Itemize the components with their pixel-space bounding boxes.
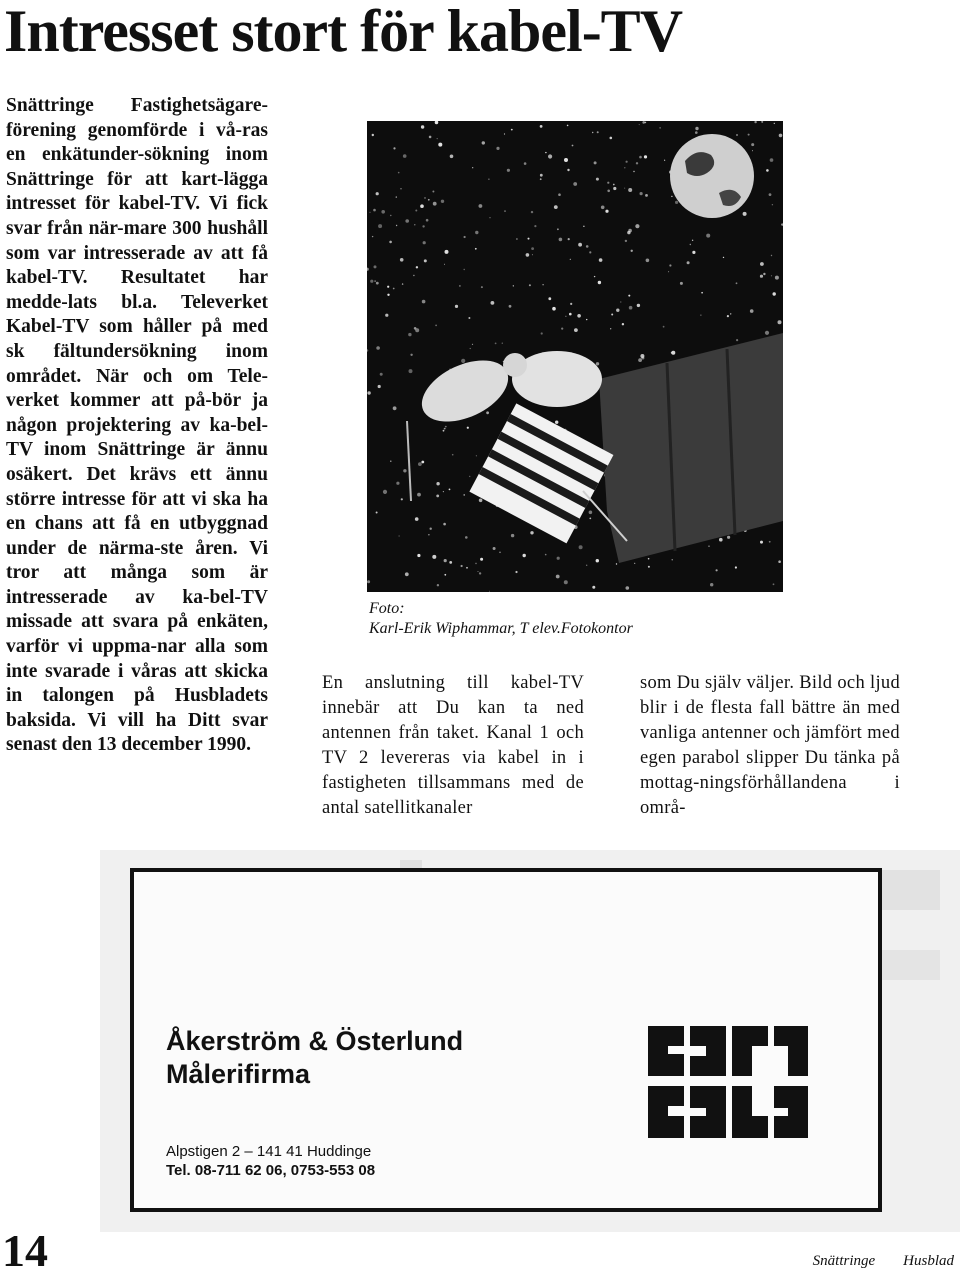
publication-footer [813, 1252, 954, 1270]
satellite-photo [367, 121, 783, 592]
ad-contact [166, 1142, 375, 1180]
ad-company-line1: Åkerström & Österlund [166, 1026, 464, 1056]
page-number: 14 [2, 1225, 48, 1276]
ad-company-line2: Målerifirma [166, 1059, 311, 1089]
photo-caption-credit: Karl-Erik Wiphammar, T elev.Fotokontor [369, 620, 633, 637]
photo-caption [369, 599, 769, 639]
article-headline: Intresset stort för kabel-TV [4, 0, 683, 64]
ad-address: Alpstigen 2 – 141 41 Huddinge [166, 1143, 372, 1160]
article-column-left: Snättringe Fastighetsägare-förening genomförde i vå-ras en enkätunder-sökning inom Snättringe för att kart-lägga intresset för kabel-TV. Vi fick svar från när-mare 300 hushåll som var intresserade av att få kabel-TV. Resultatet har medde-lats bl.a. Televerket Kabel-TV som håller på med sk fältundersökning inom området. När och om Tele-verket kommer att på-bör ja någon projektering av ka-bel-TV inom Snättringe är ännu osäkert. Det krävs ett ännu större intresse för att vi ska ha en chans att få en utbyggnad under de närma-ste åren. Vi tror att många som är intresserade av ka-bel-TV missade att svara på enkäten, varför vi uppma-nar alla som inte svarade i våras att skicka in talongen på Husbladets baksida. Vi vill ha Ditt svar senast den 13 december 1990. [6, 95, 268, 756]
satellite-photo-image [367, 121, 783, 592]
ad-phone: Tel. 08-711 62 06, 0753-553 08 [166, 1162, 376, 1179]
photo-caption-label: Foto: [369, 600, 405, 617]
ad-company-name [166, 1025, 463, 1091]
advertisement [100, 850, 960, 1232]
ad-logo-icon [648, 1026, 808, 1138]
publication-name-part2: Husblad [903, 1253, 954, 1269]
publication-name-part1: Snättringe [812, 1253, 876, 1269]
article-column-right: som Du själv väljer. Bild och ljud blir i de flesta fall bättre än med vanliga antenner och jämfört med egen parabol slipper Du tänka på mottag-ningsförhållandena i områ- [640, 673, 900, 818]
article-column-middle: En anslutning till kabel-TV innebär att Du kan ta ned antennen från taket. Kanal 1 och TV 2 levereras via kabel in i fastigheten tillsammans med de antal satellitkanaler [322, 673, 584, 818]
